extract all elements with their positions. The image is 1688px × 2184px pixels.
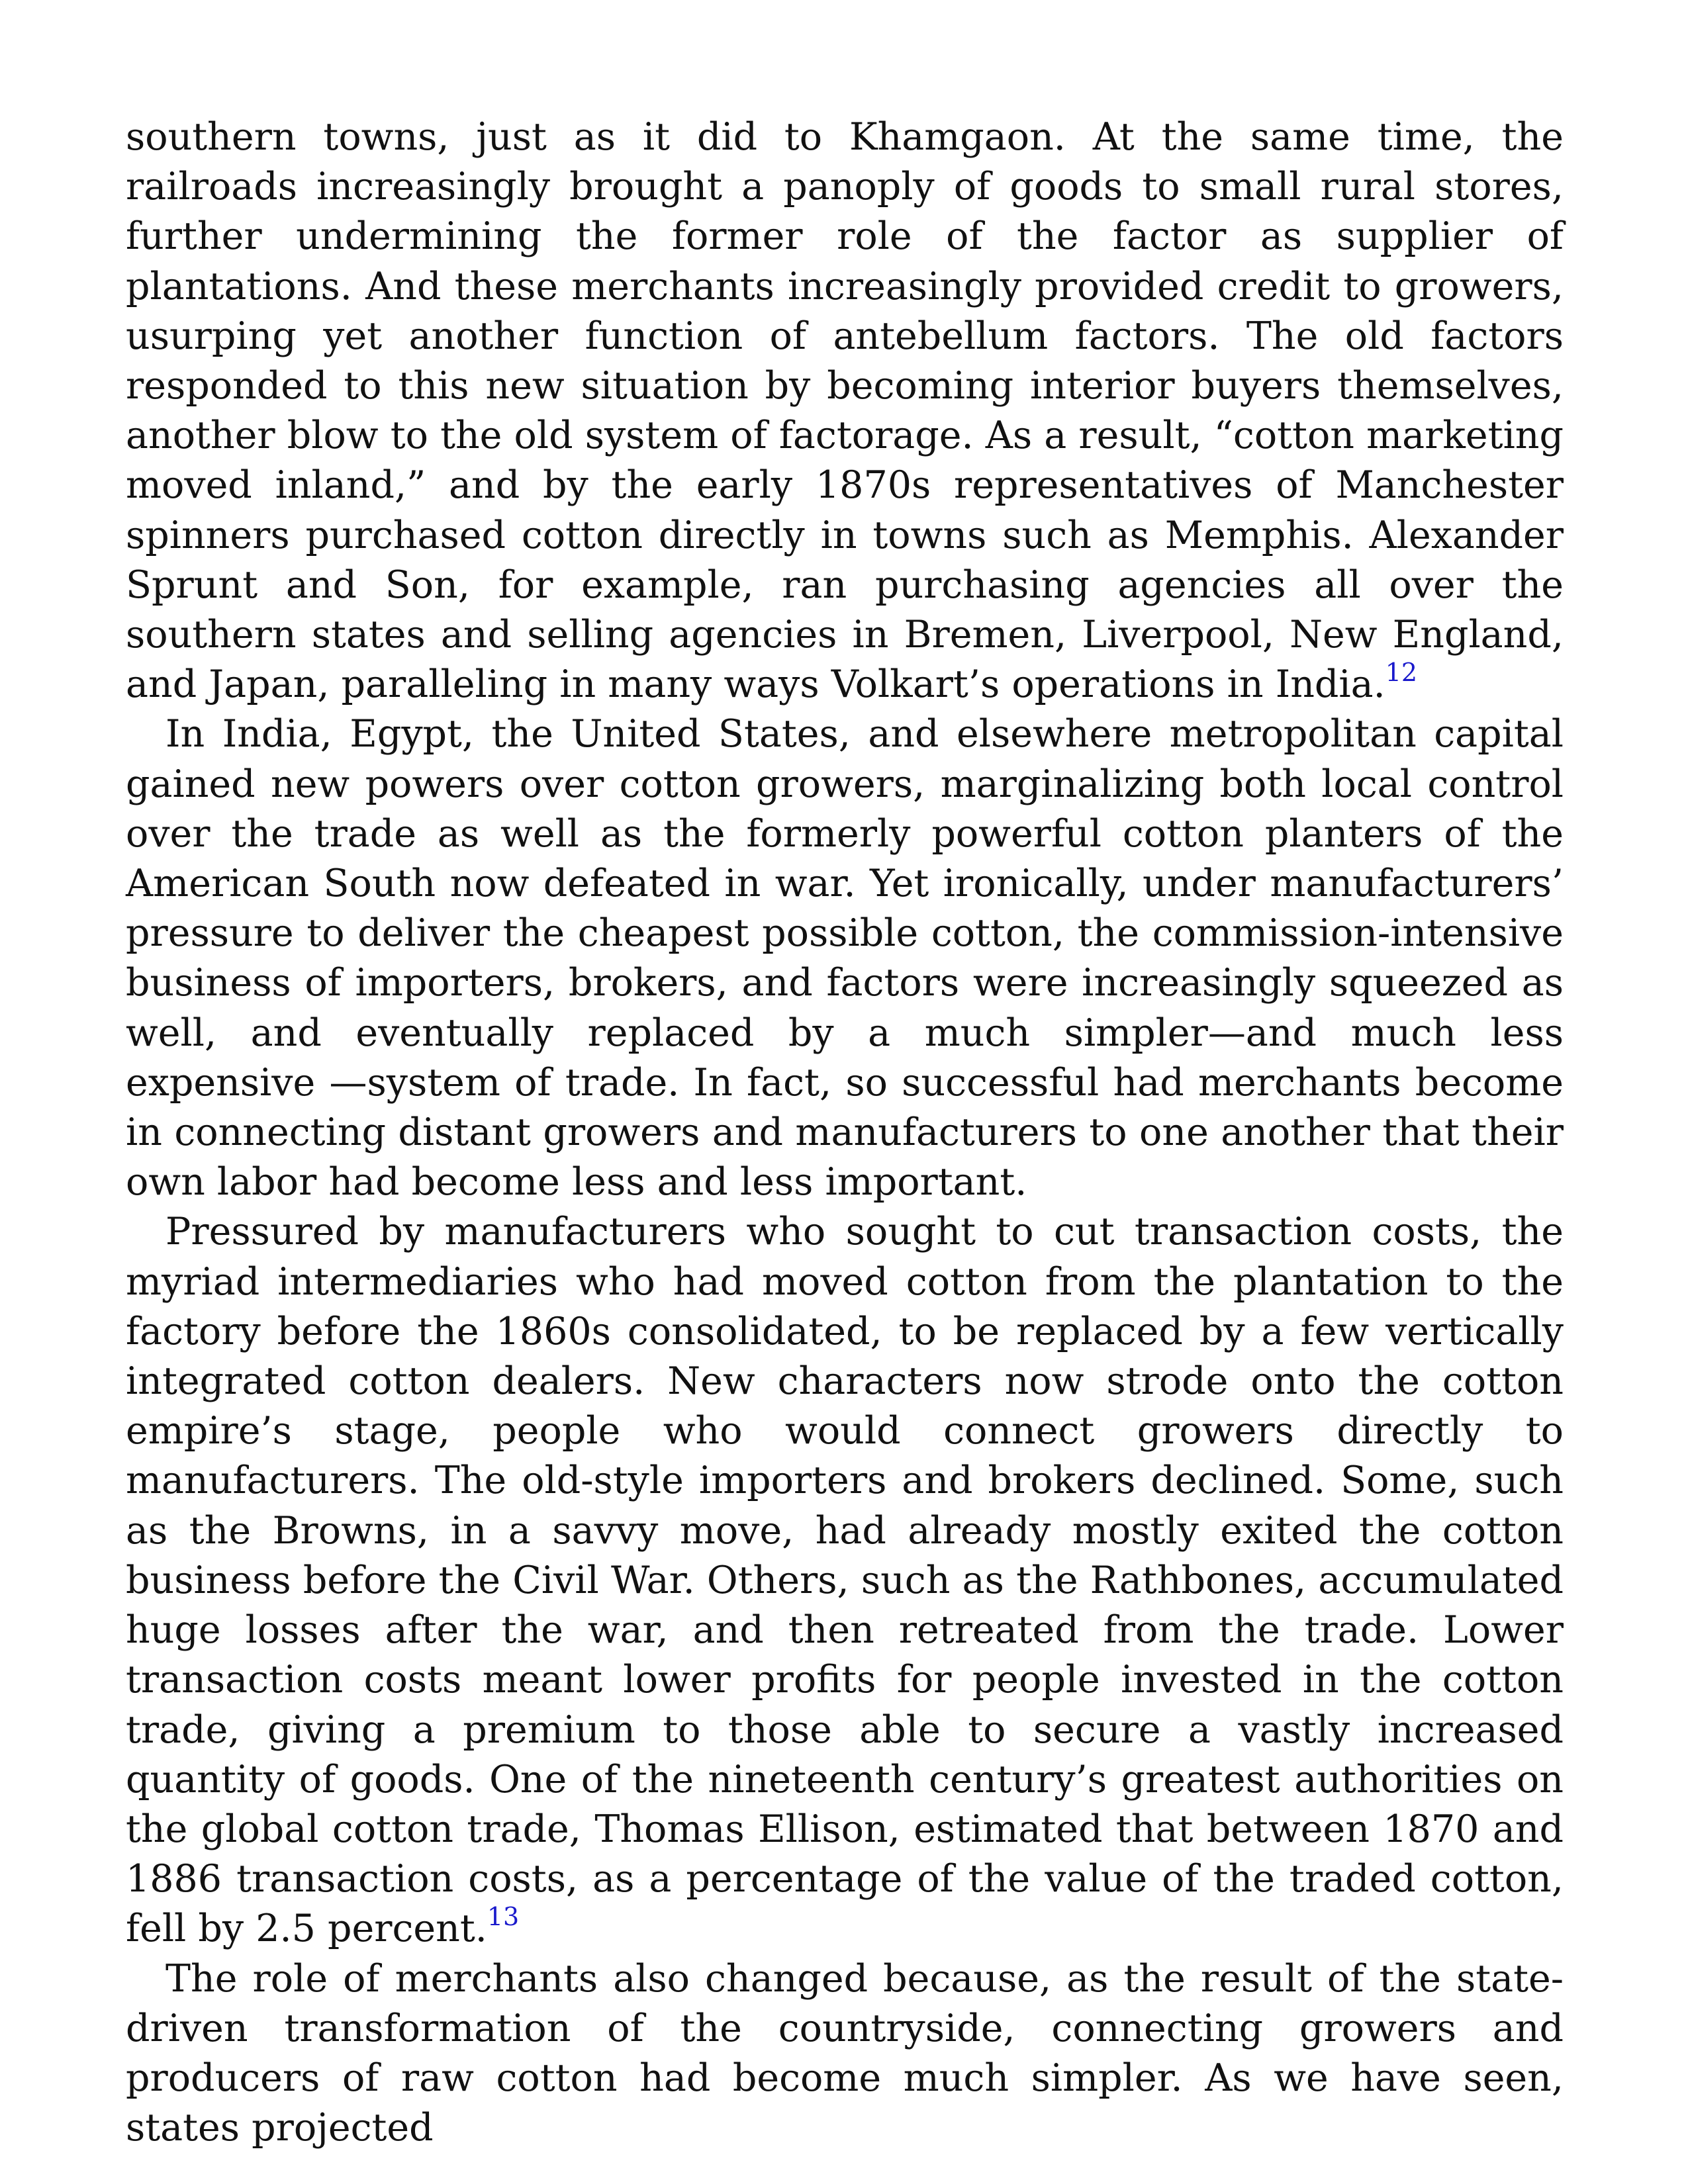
paragraph-2 <box>126 709 1564 1207</box>
paragraph-3 <box>126 1207 1564 1954</box>
paragraph-1-text: southern towns, just as it did to Khamgaon. At the same time, the railroads increasingly brought a panoply of goods to small rural stores, further undermining the former role of the factor as supplier of plantations. And these merchants increasingly provided credit to growers, usurping yet another function of antebellum factors. The old factors responded to this new situation by becoming interior buyers themselves, another blow to the old system of factorage. As a result, “cotton marketing moved inland,” and by the early 1870s representatives of Manchester spinners purchased cotton directly in towns such as Memphis. Alexander Sprunt and Son, for example, ran purchasing agencies all over the southern states and selling agencies in Bremen, Liverpool, New England, and Japan, paralleling in many ways Volkart’s operations in India. <box>126 115 1564 707</box>
paragraph-4-text: The role of merchants also changed because, as the result of the state-driven transformation of the countryside, connecting growers and producers of raw cotton had become much simpler. As we have seen, states projected <box>126 1956 1564 2150</box>
footnote-ref-12[interactable]: 12 <box>1385 658 1418 688</box>
book-page <box>126 113 1564 2153</box>
paragraph-2-text: In India, Egypt, the United States, and elsewhere metropolitan capital gained new powers over cotton growers, marginalizing both local control over the trade as well as the formerly powerful cotton planters of the American South now defeated in war. Yet ironically, under manufacturers’ pressure to deliver the cheapest possible cotton, the commission-intensive business of importers, brokers, and factors were increasingly squeezed as well, and eventually replaced by a much simpler—and much less expensive —system of trade. In fact, so successful had merchants become in connecting distant growers and manufacturers to one another that their own labor had become less and less important. <box>126 712 1564 1205</box>
paragraph-3-text: Pressured by manufacturers who sought to cut transaction costs, the myriad intermediaries who had moved cotton from the plantation to the factory before the 1860s consolidated, to be replaced by a few vertically integrated cotton dealers. New characters now strode onto the cotton empire’s stage, people who would connect growers directly to manufacturers. The old-style importers and brokers declined. Some, such as the Browns, in a savvy move, had already mostly exited the cotton business before the Civil War. Others, such as the Rathbones, accumulated huge losses after the war, and then retreated from the trade. Lower transaction costs meant lower profits for people invested in the cotton trade, giving a premium to those able to secure a vastly increased quantity of goods. One of the nineteenth century’s greatest authorities on the global cotton trade, Thomas Ellison, estimated that between 1870 and 1886 transaction costs, as a percentage of the value of the traded cotton, fell by 2.5 percent. <box>126 1210 1564 1951</box>
paragraph-4 <box>126 1954 1564 2154</box>
paragraph-1 <box>126 113 1564 709</box>
footnote-ref-13[interactable]: 13 <box>487 1902 520 1932</box>
